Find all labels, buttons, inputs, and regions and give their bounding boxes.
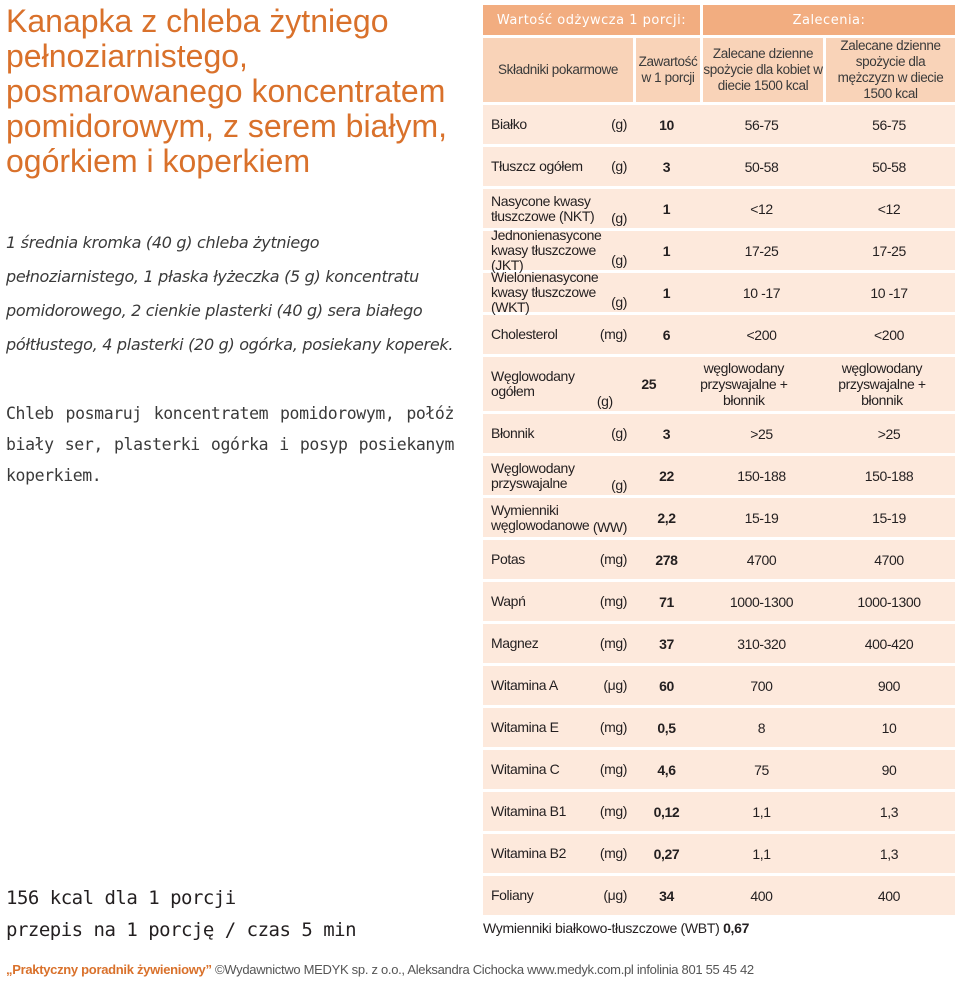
- wbt-value: 0,67: [723, 920, 750, 936]
- nutrient-name: Witamina C: [491, 761, 560, 777]
- men-recommendation-cell: 17-25: [872, 242, 906, 259]
- nutrient-unit: (mg): [599, 551, 627, 567]
- nutrient-cell: [483, 456, 633, 495]
- men-recommendation-cell: 400: [877, 887, 901, 904]
- nutrient-name: Foliany: [491, 887, 534, 903]
- men-recommendation-cell: 900: [877, 677, 901, 694]
- nutrient-name: Potas: [491, 551, 525, 567]
- table-row: [483, 540, 955, 579]
- nutrient-name: Węglowodany ogółem: [491, 368, 575, 399]
- women-recommendation-cell: 150-188: [737, 467, 786, 484]
- amount-cell: 10: [659, 116, 674, 133]
- nutrient-name: Błonnik: [491, 425, 535, 441]
- women-recommendation-cell: 56-75: [744, 116, 779, 133]
- nutrient-name: Białko: [491, 116, 527, 132]
- col-header-men: Zalecane dzienne spożycie dla mężczyzn w diecie 1500 kcal: [826, 38, 955, 102]
- table-row: [483, 582, 955, 621]
- nutrient-name: Wapń: [491, 593, 526, 609]
- nutrient-unit: (g): [611, 252, 627, 268]
- amount-cell: 22: [659, 467, 674, 484]
- women-recommendation-cell: 10 -17: [742, 284, 781, 301]
- nutrient-unit: (g): [611, 294, 627, 310]
- nutrient-name: Witamina E: [491, 719, 559, 735]
- nutrient-cell: [483, 792, 633, 831]
- nutrient-unit: (g): [611, 158, 627, 174]
- instructions-text: Chleb posmaruj koncentratem pomidorowym, połóż biały ser, plasterki ogórka i posyp posiekanym koperkiem.: [6, 404, 454, 485]
- nutrient-cell: [483, 315, 633, 354]
- table-row: [483, 834, 955, 873]
- prep-line: przepis na 1 porcję / czas 5 min: [6, 919, 357, 941]
- nutrient-name: Jednonienasycone kwasy tłuszczowe (JKT): [491, 227, 602, 273]
- table-row: [483, 498, 955, 537]
- nutrient-cell: [483, 750, 633, 789]
- table-header-columns: [483, 38, 955, 102]
- women-recommendation-cell: 75: [754, 761, 769, 778]
- amount-cell: 0,5: [657, 719, 676, 736]
- women-recommendation-cell: <12: [750, 200, 773, 217]
- amount-cell: 4,6: [657, 761, 676, 778]
- men-recommendation-cell: 1,3: [879, 845, 899, 862]
- table-row: [483, 666, 955, 705]
- nutrient-unit: (mg): [599, 593, 627, 609]
- nutrient-cell: [483, 269, 633, 315]
- table-row: [483, 105, 955, 144]
- men-recommendation-cell: 1000-1300: [857, 593, 921, 610]
- women-recommendation-cell: 1,1: [752, 845, 771, 862]
- nutrient-unit: (μg): [603, 677, 627, 693]
- men-recommendation-cell: 15-19: [872, 509, 906, 526]
- men-recommendation-cell: <200: [874, 326, 904, 343]
- amount-cell: 1: [662, 242, 671, 259]
- nutrient-name: Wymienniki węglowodanowe: [491, 501, 590, 533]
- nutrient-name: Wielonienasycone kwasy tłuszczowe (WKT): [491, 269, 599, 315]
- amount-cell: 0,27: [653, 845, 680, 862]
- women-recommendation-cell: 4700: [746, 551, 777, 568]
- nutrient-cell: [483, 540, 633, 579]
- nutrient-unit: (mg): [599, 803, 627, 819]
- footer-book-title: „Praktyczny poradnik żywieniowy”: [6, 962, 212, 977]
- women-recommendation-cell: 1,1: [752, 803, 771, 820]
- table-body: [483, 105, 955, 915]
- amount-cell: 1: [662, 200, 671, 217]
- nutrient-unit: (mg): [599, 761, 627, 777]
- nutrient-cell: [483, 357, 619, 411]
- kcal-line: 156 kcal dla 1 porcji: [6, 887, 236, 909]
- women-recommendation-cell: 700: [750, 677, 773, 694]
- men-recommendation-cell: 90: [881, 761, 897, 778]
- nutrient-cell: [483, 876, 633, 915]
- amount-cell: 37: [659, 635, 674, 652]
- footer: [6, 962, 956, 977]
- women-recommendation-cell: 310-320: [737, 635, 786, 652]
- women-recommendation-cell: 50-58: [744, 158, 779, 175]
- amount-cell: 278: [655, 551, 678, 568]
- nutrient-cell: [483, 147, 633, 186]
- men-recommendation-cell: 1,3: [879, 803, 899, 820]
- table-row: [483, 414, 955, 453]
- table-row: [483, 750, 955, 789]
- table-row: [483, 792, 955, 831]
- footer-credits: ©Wydawnictwo MEDYK sp. z o.o., Aleksandra Cichocka www.medyk.com.pl infolinia 801 55 45 42: [215, 962, 754, 977]
- nutrient-cell: [483, 624, 633, 663]
- amount-cell: 34: [659, 887, 674, 904]
- women-recommendation-cell: 15-19: [744, 509, 779, 526]
- table-row: [483, 315, 955, 354]
- nutrient-cell: [483, 189, 633, 228]
- women-recommendation-cell: 1000-1300: [729, 593, 794, 610]
- men-recommendation-cell: 50-58: [872, 158, 906, 175]
- col-header-nutrient: Składniki pokarmowe: [483, 38, 633, 102]
- nutrient-cell: [483, 834, 633, 873]
- men-recommendation-cell: 4700: [874, 551, 904, 568]
- nutrient-cell: [483, 582, 633, 621]
- women-recommendation-cell: >25: [750, 425, 773, 442]
- amount-cell: 1: [662, 284, 671, 301]
- table-header-top: [483, 5, 955, 35]
- amount-cell: 25: [641, 376, 657, 392]
- nutrient-unit: (g): [611, 210, 627, 226]
- nutrient-cell: [483, 227, 633, 273]
- table-row: [483, 227, 955, 273]
- men-recommendation-cell: 10: [881, 719, 897, 736]
- nutrient-name: Witamina A: [491, 677, 558, 693]
- amount-cell: 6: [662, 326, 671, 343]
- table-row: [483, 456, 955, 495]
- amount-cell: 71: [659, 593, 674, 610]
- nutrient-cell: [483, 414, 633, 453]
- col-header-amount: Zawartość w 1 porcji: [636, 38, 700, 102]
- nutrient-cell: [483, 708, 633, 747]
- table-row: [483, 876, 955, 915]
- men-recommendation-cell: <12: [877, 200, 901, 217]
- ingredients-text: 1 średnia kromka (40 g) chleba żytniego pełnoziarnistego, 1 płaska łyżeczka (5 g) koncentratu pomidorowego, 2 cienkie plasterki (40 g) sera białego półtłustego, 4 plasterki (20 g) ogórka, posiekany koperek.: [6, 233, 454, 354]
- nutrient-unit: (mg): [599, 326, 627, 342]
- nutrient-unit: (g): [611, 425, 627, 441]
- table-row: [483, 189, 955, 228]
- women-recommendation-cell: <200: [746, 326, 777, 343]
- nutrient-name: Węglowodany przyswajalne: [491, 459, 575, 491]
- amount-cell: 60: [659, 677, 674, 694]
- wbt-line: [483, 920, 749, 936]
- nutrient-cell: [483, 498, 633, 537]
- nutrient-name: Tłuszcz ogółem: [491, 158, 583, 174]
- nutrient-unit: (g): [611, 477, 627, 493]
- men-recommendation-cell: 10 -17: [870, 284, 908, 301]
- table-row: [483, 357, 955, 411]
- nutrient-name: Witamina B2: [491, 845, 566, 861]
- men-recommendation-cell: 400-420: [864, 635, 914, 652]
- nutrient-name: Magnez: [491, 635, 539, 651]
- women-recommendation-cell: węglowodany przyswajalne + błonnik: [700, 360, 788, 408]
- nutrient-name: Cholesterol: [491, 326, 558, 342]
- amount-cell: 0,12: [653, 803, 680, 820]
- amount-cell: 3: [662, 425, 671, 442]
- men-recommendation-cell: 150-188: [864, 467, 914, 484]
- portion-info: [6, 882, 426, 946]
- wbt-label: Wymienniki białkowo-tłuszczowe (WBT): [483, 920, 720, 936]
- women-recommendation-cell: 400: [750, 887, 773, 904]
- men-recommendation-cell: 56-75: [872, 116, 906, 133]
- nutrient-unit: (mg): [599, 719, 627, 735]
- nutrient-unit: (g): [611, 116, 627, 132]
- women-recommendation-cell: 8: [757, 719, 766, 736]
- col-header-women: Zalecane dzienne spożycie dla kobiet w diecie 1500 kcal: [703, 38, 823, 102]
- table-row: [483, 624, 955, 663]
- header-nutritional-value: Wartość odżywcza 1 porcji:: [483, 5, 700, 35]
- recipe-title: Kanapka z chleba żytniego pełnoziarnistego, posmarowanego koncentratem pomidorowym, z serem białym, ogórkiem i koperkiem: [6, 3, 447, 179]
- amount-cell: 2,2: [657, 509, 676, 526]
- nutrient-name: Nasycone kwasy tłuszczowe (NKT): [491, 192, 595, 224]
- nutrient-unit: (g): [596, 393, 613, 409]
- men-recommendation-cell: >25: [877, 425, 901, 442]
- nutrient-cell: [483, 666, 633, 705]
- header-recommendations: Zalecenia:: [703, 5, 955, 35]
- nutrient-cell: [483, 105, 633, 144]
- nutrient-unit: (μg): [603, 887, 627, 903]
- table-row: [483, 708, 955, 747]
- nutrition-table: [483, 5, 955, 918]
- men-recommendation-cell: węglowodany przyswajalne + błonnik: [838, 360, 926, 408]
- women-recommendation-cell: 17-25: [744, 242, 779, 259]
- nutrient-unit: (WW): [592, 519, 627, 535]
- amount-cell: 3: [662, 158, 671, 175]
- nutrient-name: Witamina B1: [491, 803, 566, 819]
- table-row: [483, 269, 955, 315]
- nutrient-unit: (mg): [599, 845, 627, 861]
- table-row: [483, 147, 955, 186]
- nutrient-unit: (mg): [599, 635, 627, 651]
